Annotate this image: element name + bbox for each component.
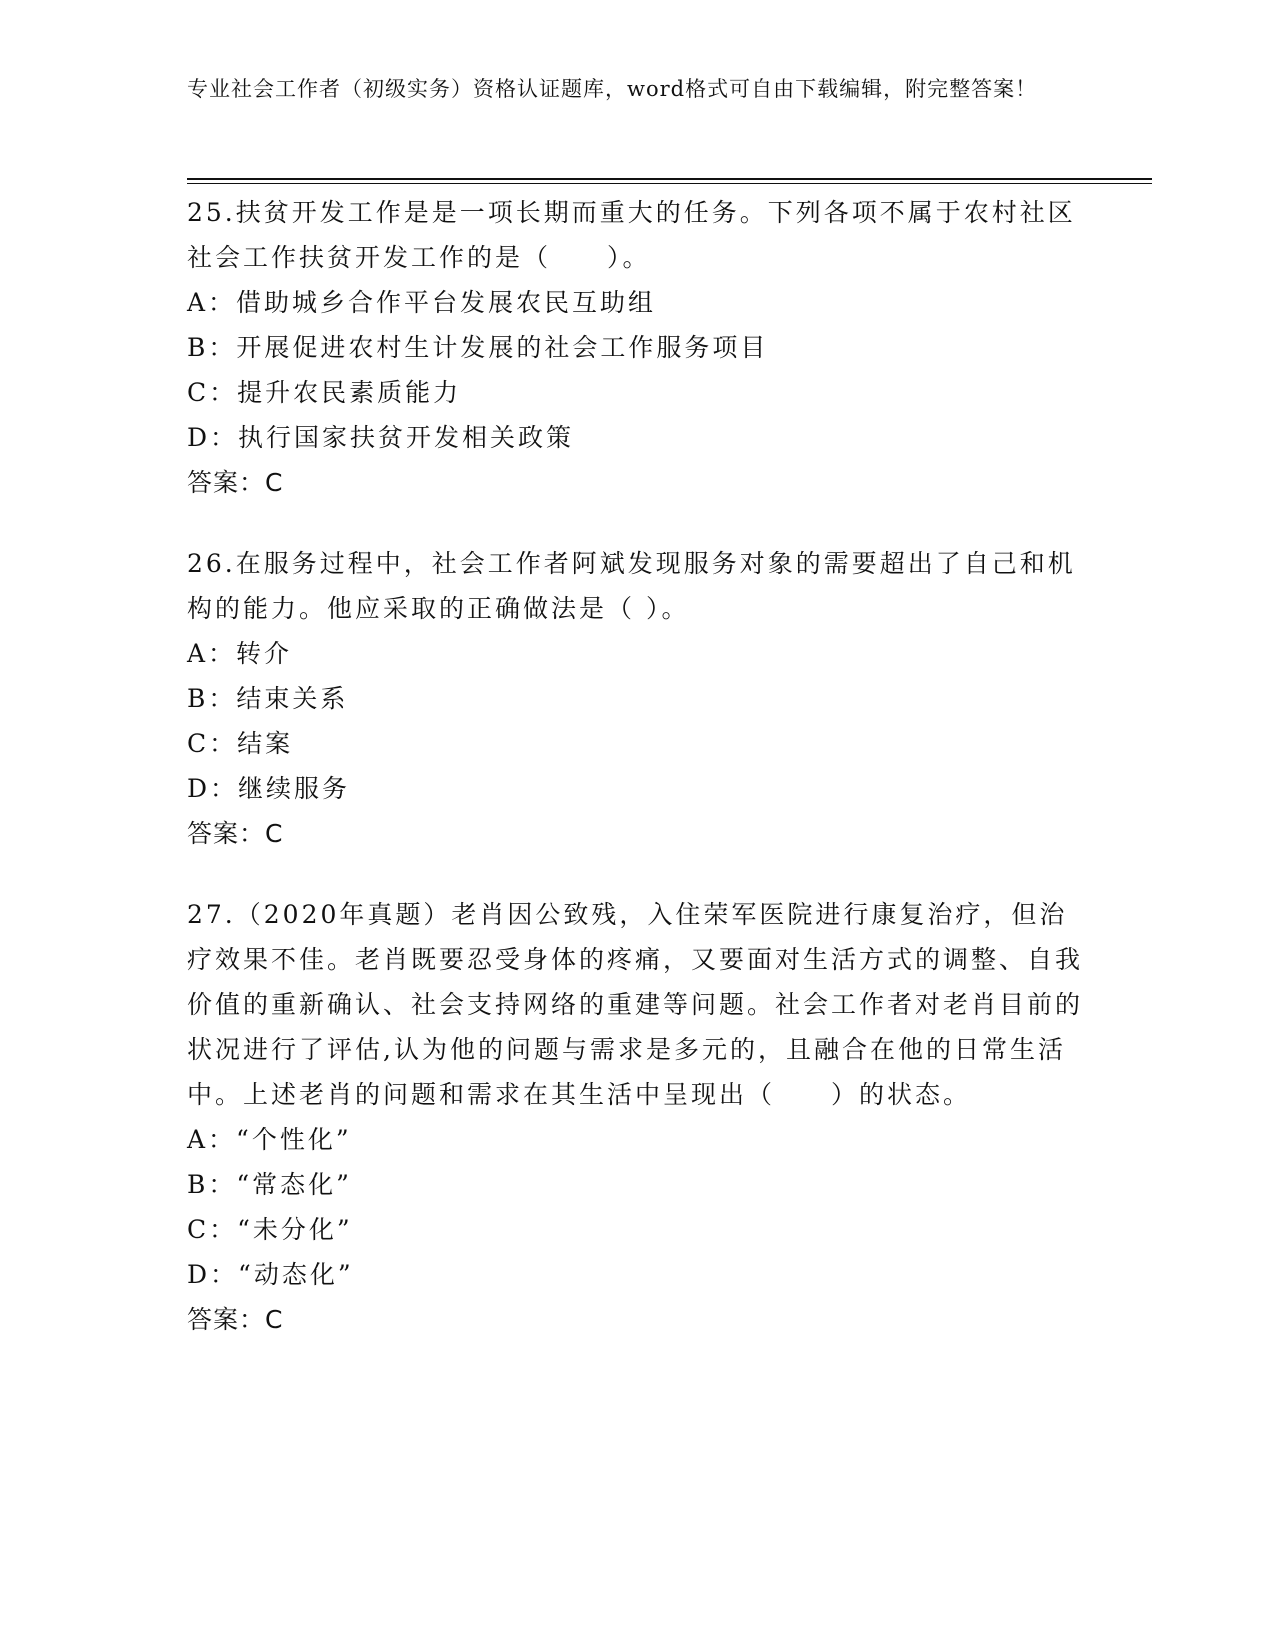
option-c: C：结案 [187, 729, 294, 758]
question-26 [187, 541, 1087, 856]
option-a: A：转介 [187, 639, 293, 668]
option-d: D：继续服务 [187, 774, 351, 803]
document-header: 专业社会工作者（初级实务）资格认证题库，word格式可自由下载编辑，附完整答案！ [187, 77, 1038, 101]
option-c: C：“未分化” [187, 1215, 353, 1244]
header-rule-thin [187, 183, 1152, 184]
question-stem: 25.扶贫开发工作是是一项长期而重大的任务。下列各项不属于农村社区社会工作扶贫开发工作的是（ ）。 [187, 198, 1076, 272]
option-d: D：“动态化” [187, 1260, 354, 1289]
header-rule-thick [187, 178, 1152, 180]
answer-line: 答案：C [187, 1305, 284, 1334]
question-list [187, 190, 1087, 1378]
answer-line: 答案：C [187, 819, 284, 848]
question-stem: 27.（2020年真题）老肖因公致残，入住荣军医院进行康复治疗，但治疗效果不佳。老肖既要忍受身体的疼痛，又要面对生活方式的调整、自我价值的重新确认、社会支持网络的重建等问题。社会工作者对老肖目前的状况进行了评估,认为他的问题与需求是多元的，且融合在他的日常生活中。上述老肖的问题和需求在其生活中呈现出（ ）的状态。 [187, 900, 1084, 1109]
option-b: B：开展促进农村生计发展的社会工作服务项目 [187, 333, 769, 362]
option-a: A：借助城乡合作平台发展农民互助组 [187, 288, 657, 317]
option-b: B：结束关系 [187, 684, 349, 713]
option-b: B：“常态化” [187, 1170, 352, 1199]
question-25 [187, 190, 1087, 505]
option-d: D：执行国家扶贫开发相关政策 [187, 423, 575, 452]
question-stem: 26.在服务过程中，社会工作者阿斌发现服务对象的需要超出了自己和机构的能力。他应采取的正确做法是（ ）。 [187, 549, 1076, 623]
question-27 [187, 892, 1087, 1342]
option-a: A：“个性化” [187, 1125, 352, 1154]
answer-line: 答案：C [187, 468, 284, 497]
option-c: C：提升农民素质能力 [187, 378, 462, 407]
